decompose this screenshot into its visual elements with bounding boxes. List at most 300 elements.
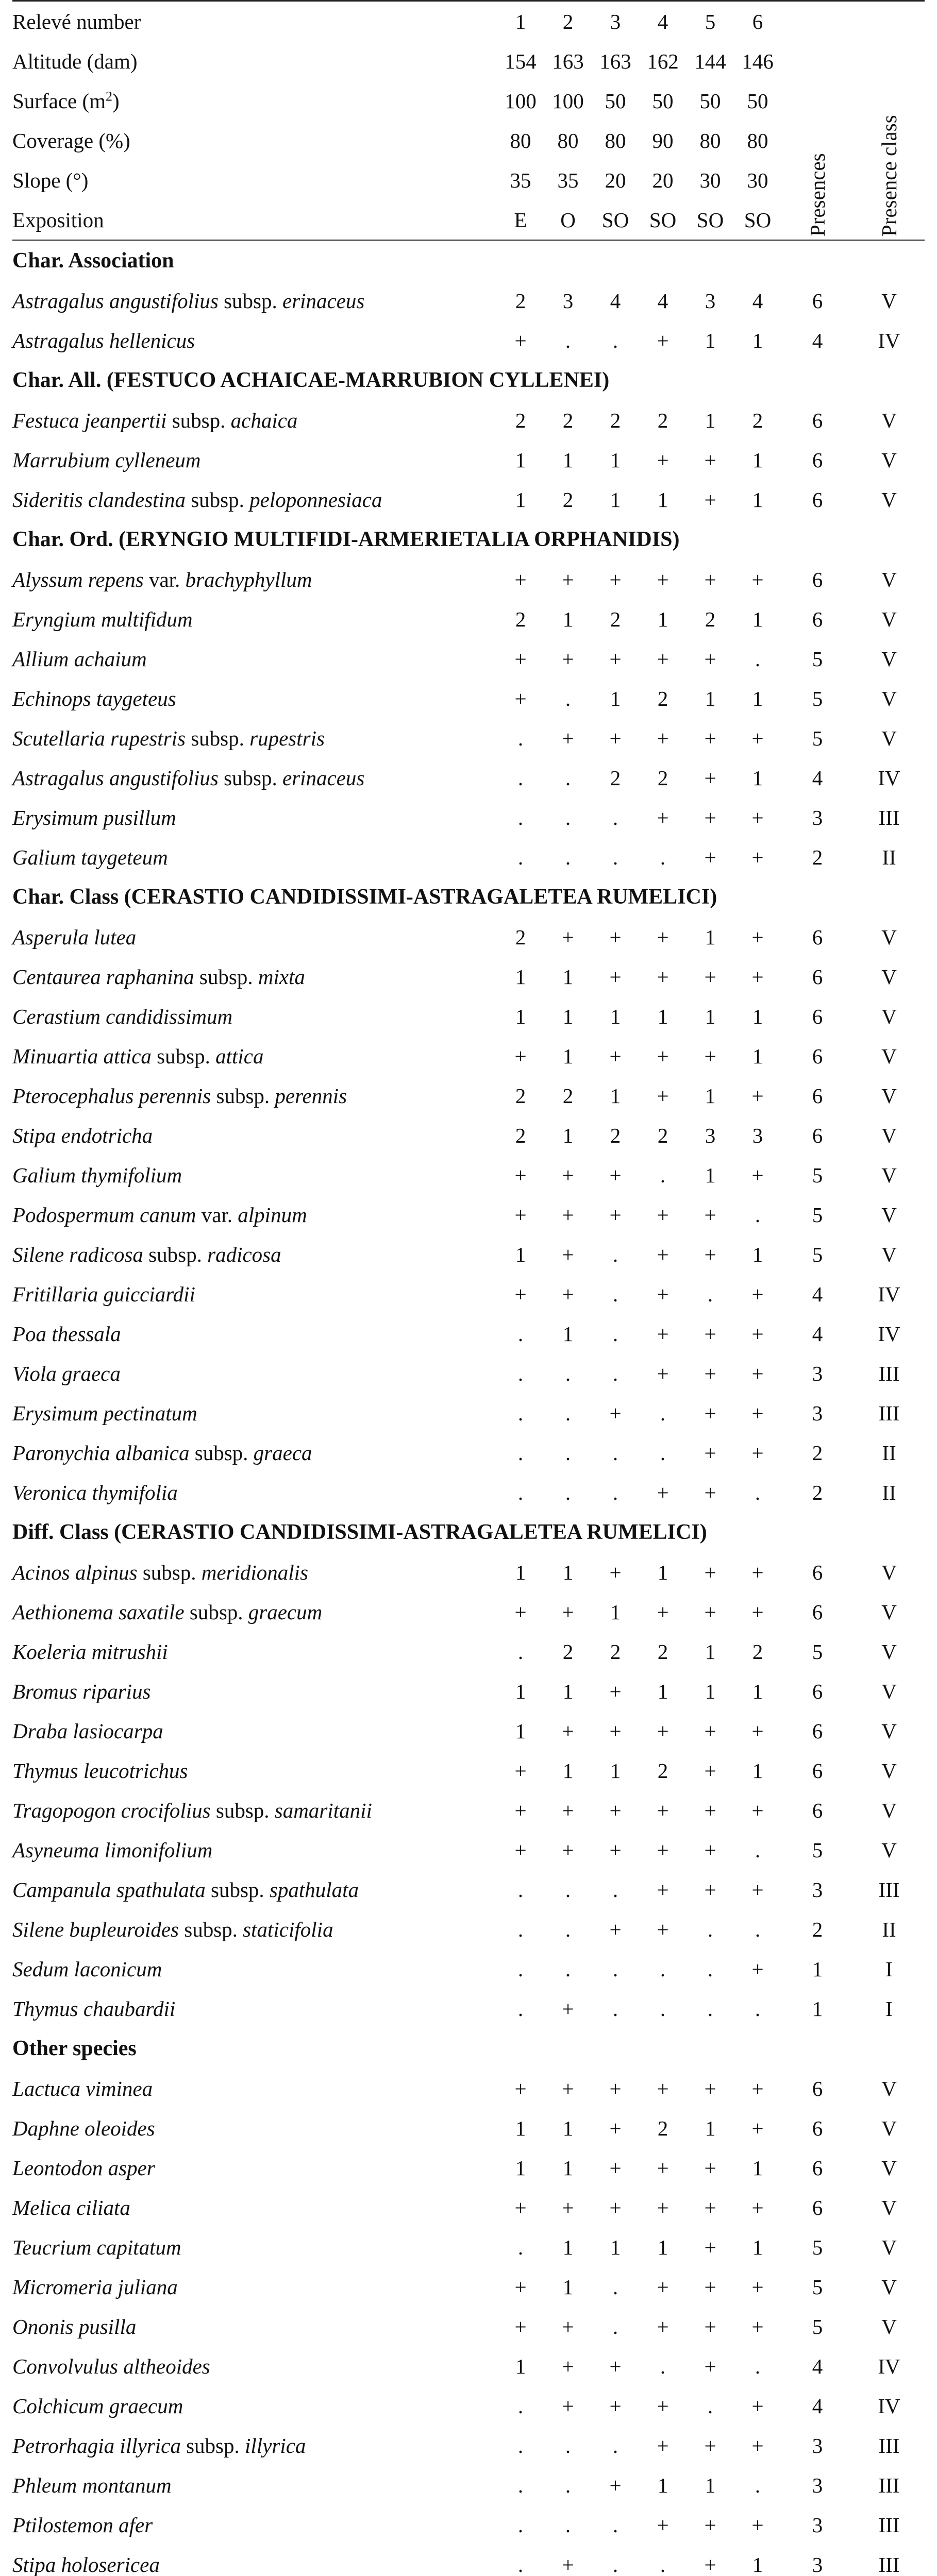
header-empty-cell xyxy=(781,1,854,42)
cover-value: + xyxy=(514,2275,527,2299)
cover-value: + xyxy=(704,1798,716,1822)
cover-value: + xyxy=(657,328,669,352)
cover-value: 1 xyxy=(705,1639,716,1664)
taxon-name-part: Asperula lutea xyxy=(12,925,137,949)
presence-class-value: II xyxy=(882,1917,896,1941)
cover-value: + xyxy=(704,2314,716,2338)
presence-class-value: III xyxy=(878,1401,900,1425)
cover-value: + xyxy=(751,845,764,869)
cover-value: + xyxy=(751,1600,764,1624)
cover-value: + xyxy=(562,647,574,671)
species-row xyxy=(12,2148,925,2188)
header-label xyxy=(12,160,497,200)
presence-class-value: III xyxy=(878,1877,900,1902)
presence-value: 5 xyxy=(812,2275,823,2299)
rank-qualifier: subsp. xyxy=(151,1044,216,1068)
cover-value: + xyxy=(704,2156,716,2180)
cover-value: + xyxy=(704,2195,716,2219)
cover-value: 1 xyxy=(562,1123,574,1147)
header-value: 163 xyxy=(552,49,584,73)
presence-class-value: V xyxy=(881,448,897,472)
cover-value: 1 xyxy=(705,2116,716,2140)
header-value: 20 xyxy=(652,168,674,192)
cover-value: 2 xyxy=(562,487,574,512)
cover-value: + xyxy=(704,1838,716,1862)
species-row xyxy=(12,480,925,519)
taxon-name-part: samaritanii xyxy=(274,1798,372,1822)
cover-value: 1 xyxy=(562,2116,574,2140)
cover-value: + xyxy=(514,1838,527,1862)
cover-value: + xyxy=(514,1758,527,1783)
cover-value: + xyxy=(751,567,764,591)
cover-value: . xyxy=(565,766,571,790)
species-row xyxy=(12,1115,925,1155)
cover-value: + xyxy=(609,1202,622,1227)
presence-class-value: V xyxy=(881,2314,897,2338)
species-row xyxy=(12,1472,925,1512)
rank-qualifier: subsp. xyxy=(184,1600,248,1624)
section-title: Diff. Class (CERASTIO CANDIDISSIMI-ASTRAGALETEA RUMELICI) xyxy=(12,1520,707,1544)
cover-value: 3 xyxy=(705,1123,716,1147)
species-name xyxy=(12,1115,497,1155)
cover-value: 2 xyxy=(657,686,668,710)
presence-class-value: V xyxy=(881,647,897,671)
species-row xyxy=(12,560,925,599)
cover-value: 1 xyxy=(515,2156,526,2180)
taxon-name-part: radicosa xyxy=(207,1242,281,1266)
cover-value: + xyxy=(704,448,716,472)
taxon-name-part: Echinops taygeteus xyxy=(12,686,176,710)
presence-class-value: I xyxy=(885,1996,893,2021)
cover-value: + xyxy=(751,1440,764,1465)
presence-class-value: IV xyxy=(878,2394,900,2418)
cover-value: 2 xyxy=(657,408,668,432)
presence-class-value: III xyxy=(878,2433,900,2458)
presence-value: 3 xyxy=(812,2433,823,2458)
cover-value: . xyxy=(517,766,524,790)
cover-value: + xyxy=(514,1600,527,1624)
cover-value: 2 xyxy=(610,607,621,631)
taxon-name-part: Campanula spathulata xyxy=(12,1877,206,1902)
cover-value: 1 xyxy=(610,448,621,472)
cover-value: + xyxy=(657,805,669,829)
cover-value: + xyxy=(704,2076,716,2100)
cover-value: . xyxy=(565,845,571,869)
presence-value: 6 xyxy=(812,925,823,949)
cover-value: 1 xyxy=(705,686,716,710)
cover-value: . xyxy=(565,1957,571,1981)
taxon-name-part: Acinos alpinus xyxy=(12,1560,138,1584)
presence-class-value: III xyxy=(878,2473,900,2497)
presence-value: 6 xyxy=(812,1600,823,1624)
header-row xyxy=(12,41,925,81)
species-row xyxy=(12,1949,925,1989)
rank-qualifier: subsp. xyxy=(137,1560,202,1584)
cover-value: . xyxy=(755,1917,761,1941)
taxon-name-part: Astragalus hellenicus xyxy=(12,328,195,352)
presence-header-text: Presences xyxy=(806,153,829,236)
cover-value: 1 xyxy=(657,1679,668,1703)
species-name xyxy=(12,1036,497,1076)
cover-value: + xyxy=(562,2314,574,2338)
rank-qualifier: subsp. xyxy=(210,1798,275,1822)
cover-value: . xyxy=(565,1917,571,1941)
cover-value: + xyxy=(514,1282,527,1306)
cover-value: 2 xyxy=(562,1639,574,1664)
species-name xyxy=(12,917,497,957)
header-value: 90 xyxy=(652,128,674,152)
taxon-name-part: Galium thymifolium xyxy=(12,1163,182,1187)
species-row xyxy=(12,2108,925,2148)
cover-value: . xyxy=(660,1163,666,1187)
releve-table-sheet xyxy=(12,0,925,2576)
cover-value: . xyxy=(612,1242,618,1266)
taxon-name-part: Lactuca viminea xyxy=(12,2076,153,2100)
cover-value: + xyxy=(514,328,527,352)
cover-value: + xyxy=(657,2195,669,2219)
cover-value: + xyxy=(657,2275,669,2299)
taxon-name-part: Asyneuma limonifolium xyxy=(12,1838,213,1862)
presence-value: 6 xyxy=(812,1004,823,1028)
taxon-name-part: mixta xyxy=(258,964,305,989)
cover-value: 2 xyxy=(562,408,574,432)
cover-value: 4 xyxy=(752,289,763,313)
rank-qualifier: subsp. xyxy=(166,408,231,432)
header-empty-cell xyxy=(854,41,925,81)
cover-value: 2 xyxy=(752,408,763,432)
rank-qualifier: subsp. xyxy=(179,1917,243,1941)
cover-value: + xyxy=(657,1917,669,1941)
cover-value: 2 xyxy=(515,408,526,432)
species-name xyxy=(12,1790,497,1830)
species-name xyxy=(12,1393,497,1433)
presence-class-value: II xyxy=(882,845,896,869)
section-heading-row xyxy=(12,1512,925,1552)
cover-value: + xyxy=(704,1321,716,1346)
cover-value: + xyxy=(704,726,716,750)
cover-value: 1 xyxy=(752,328,763,352)
species-row xyxy=(12,798,925,837)
cover-value: + xyxy=(704,1480,716,1504)
cover-value: + xyxy=(751,2513,764,2537)
presence-value: 6 xyxy=(812,2076,823,2100)
species-row xyxy=(12,1671,925,1711)
header-value: 80 xyxy=(699,128,721,152)
presence-value: 3 xyxy=(812,2513,823,2537)
presence-class-value: V xyxy=(881,1242,897,1266)
cover-value: + xyxy=(657,1282,669,1306)
cover-value: + xyxy=(704,2235,716,2259)
header-row xyxy=(12,160,925,200)
cover-value: 1 xyxy=(752,2235,763,2259)
presence-class-value: V xyxy=(881,1202,897,1227)
cover-value: + xyxy=(751,2076,764,2100)
species-name xyxy=(12,1989,497,2028)
cover-value: 1 xyxy=(515,1004,526,1028)
taxon-name-part: Allium achaium xyxy=(12,647,147,671)
cover-value: 1 xyxy=(515,2354,526,2378)
presence-class-value: V xyxy=(881,1083,897,1108)
cover-value: + xyxy=(562,2552,574,2576)
species-row xyxy=(12,599,925,639)
species-name xyxy=(12,2465,497,2505)
taxon-name-part: Poa thessala xyxy=(12,1321,121,1346)
cover-value: 2 xyxy=(610,766,621,790)
presence-class-value: V xyxy=(881,487,897,512)
header-empty-cell xyxy=(854,1,925,42)
presence-value: 6 xyxy=(812,2156,823,2180)
cover-value: 2 xyxy=(562,1083,574,1108)
species-row xyxy=(12,1314,925,1353)
cover-value: + xyxy=(609,1163,622,1187)
cover-value: + xyxy=(514,2195,527,2219)
cover-value: 1 xyxy=(752,766,763,790)
taxon-name-part: erinaceus xyxy=(282,289,365,313)
rank-qualifier: subsp. xyxy=(143,1242,208,1266)
cover-value: . xyxy=(517,2473,524,2497)
species-name xyxy=(12,2386,497,2426)
cover-value: 1 xyxy=(515,964,526,989)
taxon-name-part: peloponnesiaca xyxy=(249,487,382,512)
cover-value: 1 xyxy=(657,1004,668,1028)
cover-value: 1 xyxy=(515,1560,526,1584)
cover-value: + xyxy=(657,1719,669,1743)
section-title: Other species xyxy=(12,2037,137,2060)
cover-value: + xyxy=(514,2076,527,2100)
taxon-name-part: meridionalis xyxy=(201,1560,309,1584)
header-empty-cell xyxy=(781,81,854,121)
header-value: 100 xyxy=(505,89,537,113)
species-row xyxy=(12,320,925,360)
cover-value: + xyxy=(609,2195,622,2219)
presence-value: 2 xyxy=(812,1480,823,1504)
species-name xyxy=(12,2346,497,2386)
species-name xyxy=(12,639,497,679)
rank-qualifier: subsp. xyxy=(189,1440,254,1465)
cover-value: 1 xyxy=(562,964,574,989)
presence-value: 3 xyxy=(812,2473,823,2497)
cover-value: + xyxy=(562,1282,574,1306)
cover-value: + xyxy=(562,1202,574,1227)
species-name xyxy=(12,758,497,798)
cover-value: + xyxy=(657,1202,669,1227)
presence-class-value: V xyxy=(881,726,897,750)
header-value: 30 xyxy=(699,168,721,192)
species-name xyxy=(12,1711,497,1751)
cover-value: + xyxy=(657,1838,669,1862)
presence-value: 6 xyxy=(812,289,823,313)
cover-value: . xyxy=(612,328,618,352)
species-name xyxy=(12,2545,497,2576)
taxon-name-part: Marrubium cylleneum xyxy=(12,448,201,472)
rank-qualifier: subsp. xyxy=(205,1877,270,1902)
species-name xyxy=(12,1353,497,1393)
releve-table xyxy=(12,0,925,2576)
presence-class-value: IV xyxy=(878,766,900,790)
cover-value: + xyxy=(751,1877,764,1902)
taxon-name-part: achaica xyxy=(230,408,298,432)
cover-value: + xyxy=(704,1361,716,1385)
header-value: 35 xyxy=(557,168,579,192)
cover-value: + xyxy=(609,1719,622,1743)
species-name xyxy=(12,281,497,320)
cover-value: + xyxy=(751,726,764,750)
header-value: 2 xyxy=(544,1,592,42)
presence-value: 1 xyxy=(812,1996,823,2021)
species-row xyxy=(12,1989,925,2028)
species-name xyxy=(12,718,497,758)
rank-qualifier: var. xyxy=(143,567,186,591)
cover-value: . xyxy=(517,2394,524,2418)
cover-value: + xyxy=(704,1440,716,1465)
taxon-name-part: Minuartia attica xyxy=(12,1044,152,1068)
header-label-text: Coverage (%) xyxy=(12,128,130,152)
presence-class-value: V xyxy=(881,1798,897,1822)
cover-value: 1 xyxy=(562,2235,574,2259)
cover-value: . xyxy=(755,1480,761,1504)
taxon-name-part: Scutellaria rupestris xyxy=(12,726,186,750)
cover-value: + xyxy=(609,1401,622,1425)
cover-value: + xyxy=(657,2156,669,2180)
taxon-name-part: Alyssum repens xyxy=(12,567,144,591)
presence-value: 4 xyxy=(812,1321,823,1346)
taxon-name-part: Viola graeca xyxy=(12,1361,121,1385)
cover-value: + xyxy=(704,1242,716,1266)
cover-value: . xyxy=(612,2513,618,2537)
cover-value: 1 xyxy=(705,328,716,352)
taxon-name-part: Stipa endotricha xyxy=(12,1123,153,1147)
cover-value: 1 xyxy=(515,1719,526,1743)
cover-value: + xyxy=(751,2314,764,2338)
species-row xyxy=(12,1870,925,1909)
presence-value: 6 xyxy=(812,448,823,472)
species-row xyxy=(12,996,925,1036)
header-value: SO xyxy=(734,200,781,240)
header-value: 50 xyxy=(747,89,768,113)
presence-value: 4 xyxy=(812,2354,823,2378)
presence-value: 4 xyxy=(812,1282,823,1306)
cover-value: + xyxy=(704,964,716,989)
presence-value: 5 xyxy=(812,1202,823,1227)
species-row xyxy=(12,1076,925,1115)
taxon-name-part: graeca xyxy=(253,1440,312,1465)
species-row xyxy=(12,718,925,758)
cover-value: + xyxy=(609,1679,622,1703)
cover-value: 1 xyxy=(610,686,621,710)
cover-value: + xyxy=(751,1957,764,1981)
cover-value: . xyxy=(517,2235,524,2259)
cover-value: 2 xyxy=(515,1123,526,1147)
cover-value: . xyxy=(612,805,618,829)
cover-value: + xyxy=(751,2433,764,2458)
species-row xyxy=(12,2545,925,2576)
cover-value: + xyxy=(609,2116,622,2140)
species-row xyxy=(12,758,925,798)
cover-value: + xyxy=(609,1917,622,1941)
section-title: Char. Ord. (ERYNGIO MULTIFIDI-ARMERIETALIA ORPHANIDIS) xyxy=(12,528,680,551)
presence-class-value: V xyxy=(881,1044,897,1068)
header-label-end: ) xyxy=(112,89,120,113)
species-name xyxy=(12,1195,497,1234)
presence-value: 2 xyxy=(812,845,823,869)
taxon-name-part: Veronica thymifolia xyxy=(12,1480,178,1504)
cover-value: + xyxy=(704,1401,716,1425)
taxon-name-part: Thymus chaubardii xyxy=(12,1996,176,2021)
species-name xyxy=(12,2108,497,2148)
cover-value: 1 xyxy=(752,2552,763,2576)
species-row xyxy=(12,2227,925,2267)
species-row xyxy=(12,1036,925,1076)
header-value: 144 xyxy=(694,49,726,73)
cover-value: + xyxy=(657,1600,669,1624)
cover-value: + xyxy=(657,1798,669,1822)
cover-value: 1 xyxy=(562,607,574,631)
species-name xyxy=(12,2426,497,2465)
cover-value: + xyxy=(657,2433,669,2458)
cover-value: 1 xyxy=(610,2235,621,2259)
cover-value: + xyxy=(751,1560,764,1584)
cover-value: . xyxy=(660,1957,666,1981)
rank-qualifier: subsp. xyxy=(211,1083,275,1108)
header-value: 80 xyxy=(747,128,768,152)
species-row xyxy=(12,1433,925,1472)
header-value: O xyxy=(544,200,592,240)
cover-value: 2 xyxy=(515,607,526,631)
header-value: 35 xyxy=(510,168,531,192)
cover-value: . xyxy=(660,1996,666,2021)
header-label-text: Exposition xyxy=(12,208,104,232)
cover-value: + xyxy=(562,2394,574,2418)
taxon-name-part: Cerastium candidissimum xyxy=(12,1004,233,1028)
cover-value: . xyxy=(755,647,761,671)
section-title: Char. Class (CERASTIO CANDIDISSIMI-ASTRAGALETEA RUMELICI) xyxy=(12,885,717,909)
rank-qualifier: subsp. xyxy=(180,2433,245,2458)
presence-value: 6 xyxy=(812,1083,823,1108)
cover-value: + xyxy=(562,567,574,591)
header-value: 50 xyxy=(699,89,721,113)
cover-value: . xyxy=(660,845,666,869)
cover-value: . xyxy=(612,1440,618,1465)
taxon-name-part: Petrorhagia illyrica xyxy=(12,2433,181,2458)
cover-value: . xyxy=(517,1877,524,1902)
species-name xyxy=(12,1433,497,1472)
species-row xyxy=(12,679,925,718)
header-value: 146 xyxy=(742,49,774,73)
species-name xyxy=(12,400,497,440)
cover-value: + xyxy=(609,1560,622,1584)
species-name xyxy=(12,2227,497,2267)
cover-value: 3 xyxy=(562,289,574,313)
cover-value: + xyxy=(562,726,574,750)
presence-class-value: V xyxy=(881,1123,897,1147)
cover-value: . xyxy=(660,1401,666,1425)
cover-value: . xyxy=(755,2473,761,2497)
cover-value: + xyxy=(514,1044,527,1068)
header-label xyxy=(12,81,497,121)
cover-value: . xyxy=(565,328,571,352)
presence-column-header xyxy=(781,153,854,240)
cover-value: . xyxy=(707,1996,713,2021)
cover-value: + xyxy=(751,805,764,829)
cover-value: + xyxy=(751,1282,764,1306)
presence-class-value: V xyxy=(881,964,897,989)
presence-class-value: III xyxy=(878,2513,900,2537)
cover-value: + xyxy=(657,2076,669,2100)
species-row xyxy=(12,1592,925,1632)
species-row xyxy=(12,837,925,877)
cover-value: 2 xyxy=(515,289,526,313)
section-title: Char. All. (FESTUCO ACHAICAE-MARRUBION CYLLENEI) xyxy=(12,368,610,392)
